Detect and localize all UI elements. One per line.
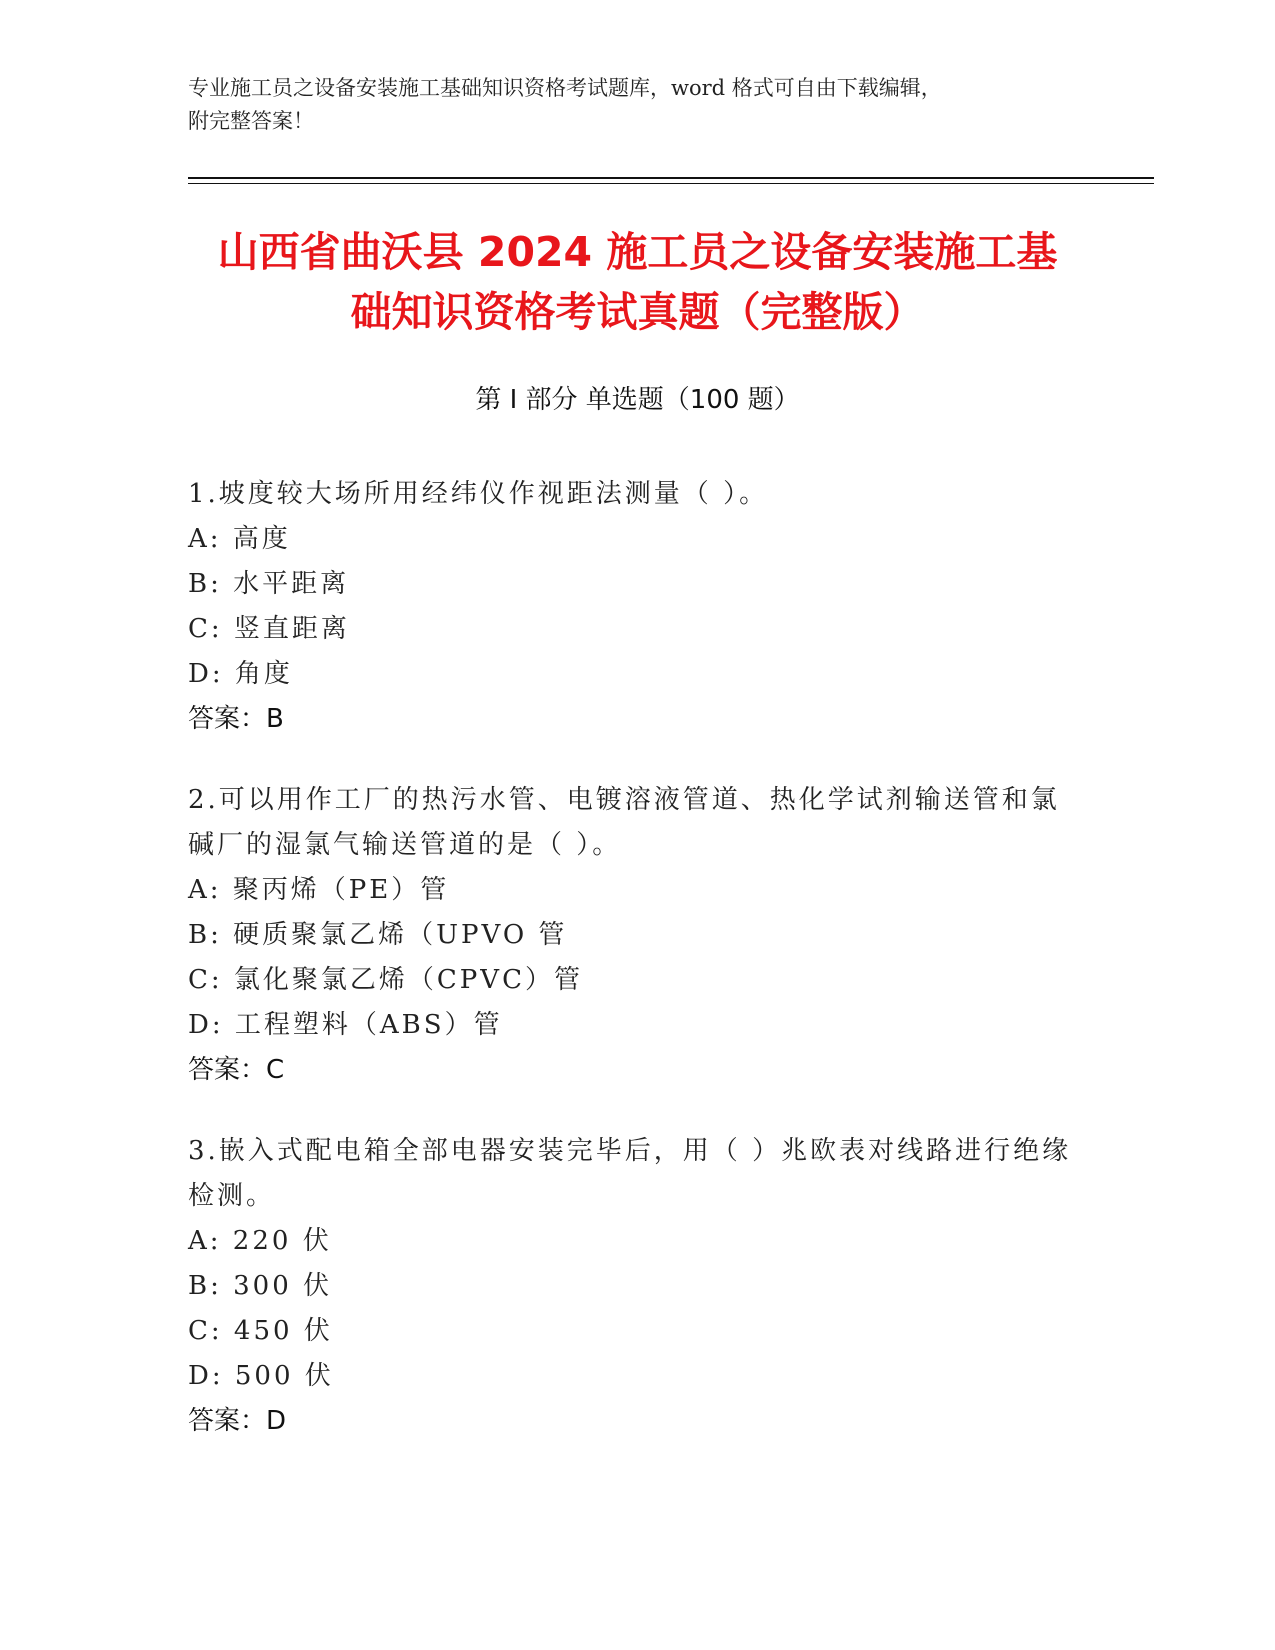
question-3-stem-line-1: 3.嵌入式配电箱全部电器安装完毕后，用（ ）兆欧表对线路进行绝缘 [188,1136,1072,1166]
question-2-option-c: C: 氯化聚氯乙烯（CPVC）管 [188,965,583,995]
question-3-answer: 答案：D [188,1406,287,1436]
header-divider-thin [188,183,1154,184]
question-3-option-b: B: 300 伏 [188,1271,333,1301]
question-3-option-a: A: 220 伏 [188,1226,332,1256]
header-divider-thick [188,177,1154,179]
header-note-line-2: 附完整答案！ [188,109,314,133]
document-title [160,222,1115,342]
header-note-line-1: 专业施工员之设备安装施工基础知识资格考试题库，word 格式可自由下载编辑， [188,76,942,100]
section-heading: 第 I 部分 单选题（100 题） [475,385,800,415]
question-3 [188,1129,1098,1444]
question-3-stem-line-2: 检测。 [188,1181,276,1211]
question-2 [188,778,1098,1093]
question-list [188,472,1098,1480]
question-1-option-d: D: 角度 [188,659,293,689]
question-3-option-c: C: 450 伏 [188,1316,333,1346]
question-3-option-d: D: 500 伏 [188,1361,334,1391]
question-1-option-a: A: 高度 [188,524,291,554]
question-1-option-b: B: 水平距离 [188,569,350,599]
question-1 [188,472,1098,742]
question-2-stem-line-2: 碱厂的湿氯气输送管道的是（ ）。 [188,830,622,860]
question-2-option-a: A: 聚丙烯（PE）管 [188,875,450,905]
question-2-option-b: B: 硬质聚氯乙烯（UPVO 管 [188,920,568,950]
question-2-stem-line-1: 2.可以用作工厂的热污水管、电镀溶液管道、热化学试剂输送管和氯 [188,785,1060,815]
question-2-answer: 答案：C [188,1055,285,1085]
header-note [188,72,1068,138]
question-1-answer: 答案：B [188,704,284,734]
title-line-1: 山西省曲沃县 2024 施工员之设备安装施工基 [217,228,1058,276]
title-line-2: 础知识资格考试真题（完整版） [350,288,925,336]
question-1-stem-line-1: 1.坡度较大场所用经纬仪作视距法测量（ ）。 [188,479,769,509]
question-2-option-d: D: 工程塑料（ABS）管 [188,1010,503,1040]
question-1-option-c: C: 竖直距离 [188,614,350,644]
